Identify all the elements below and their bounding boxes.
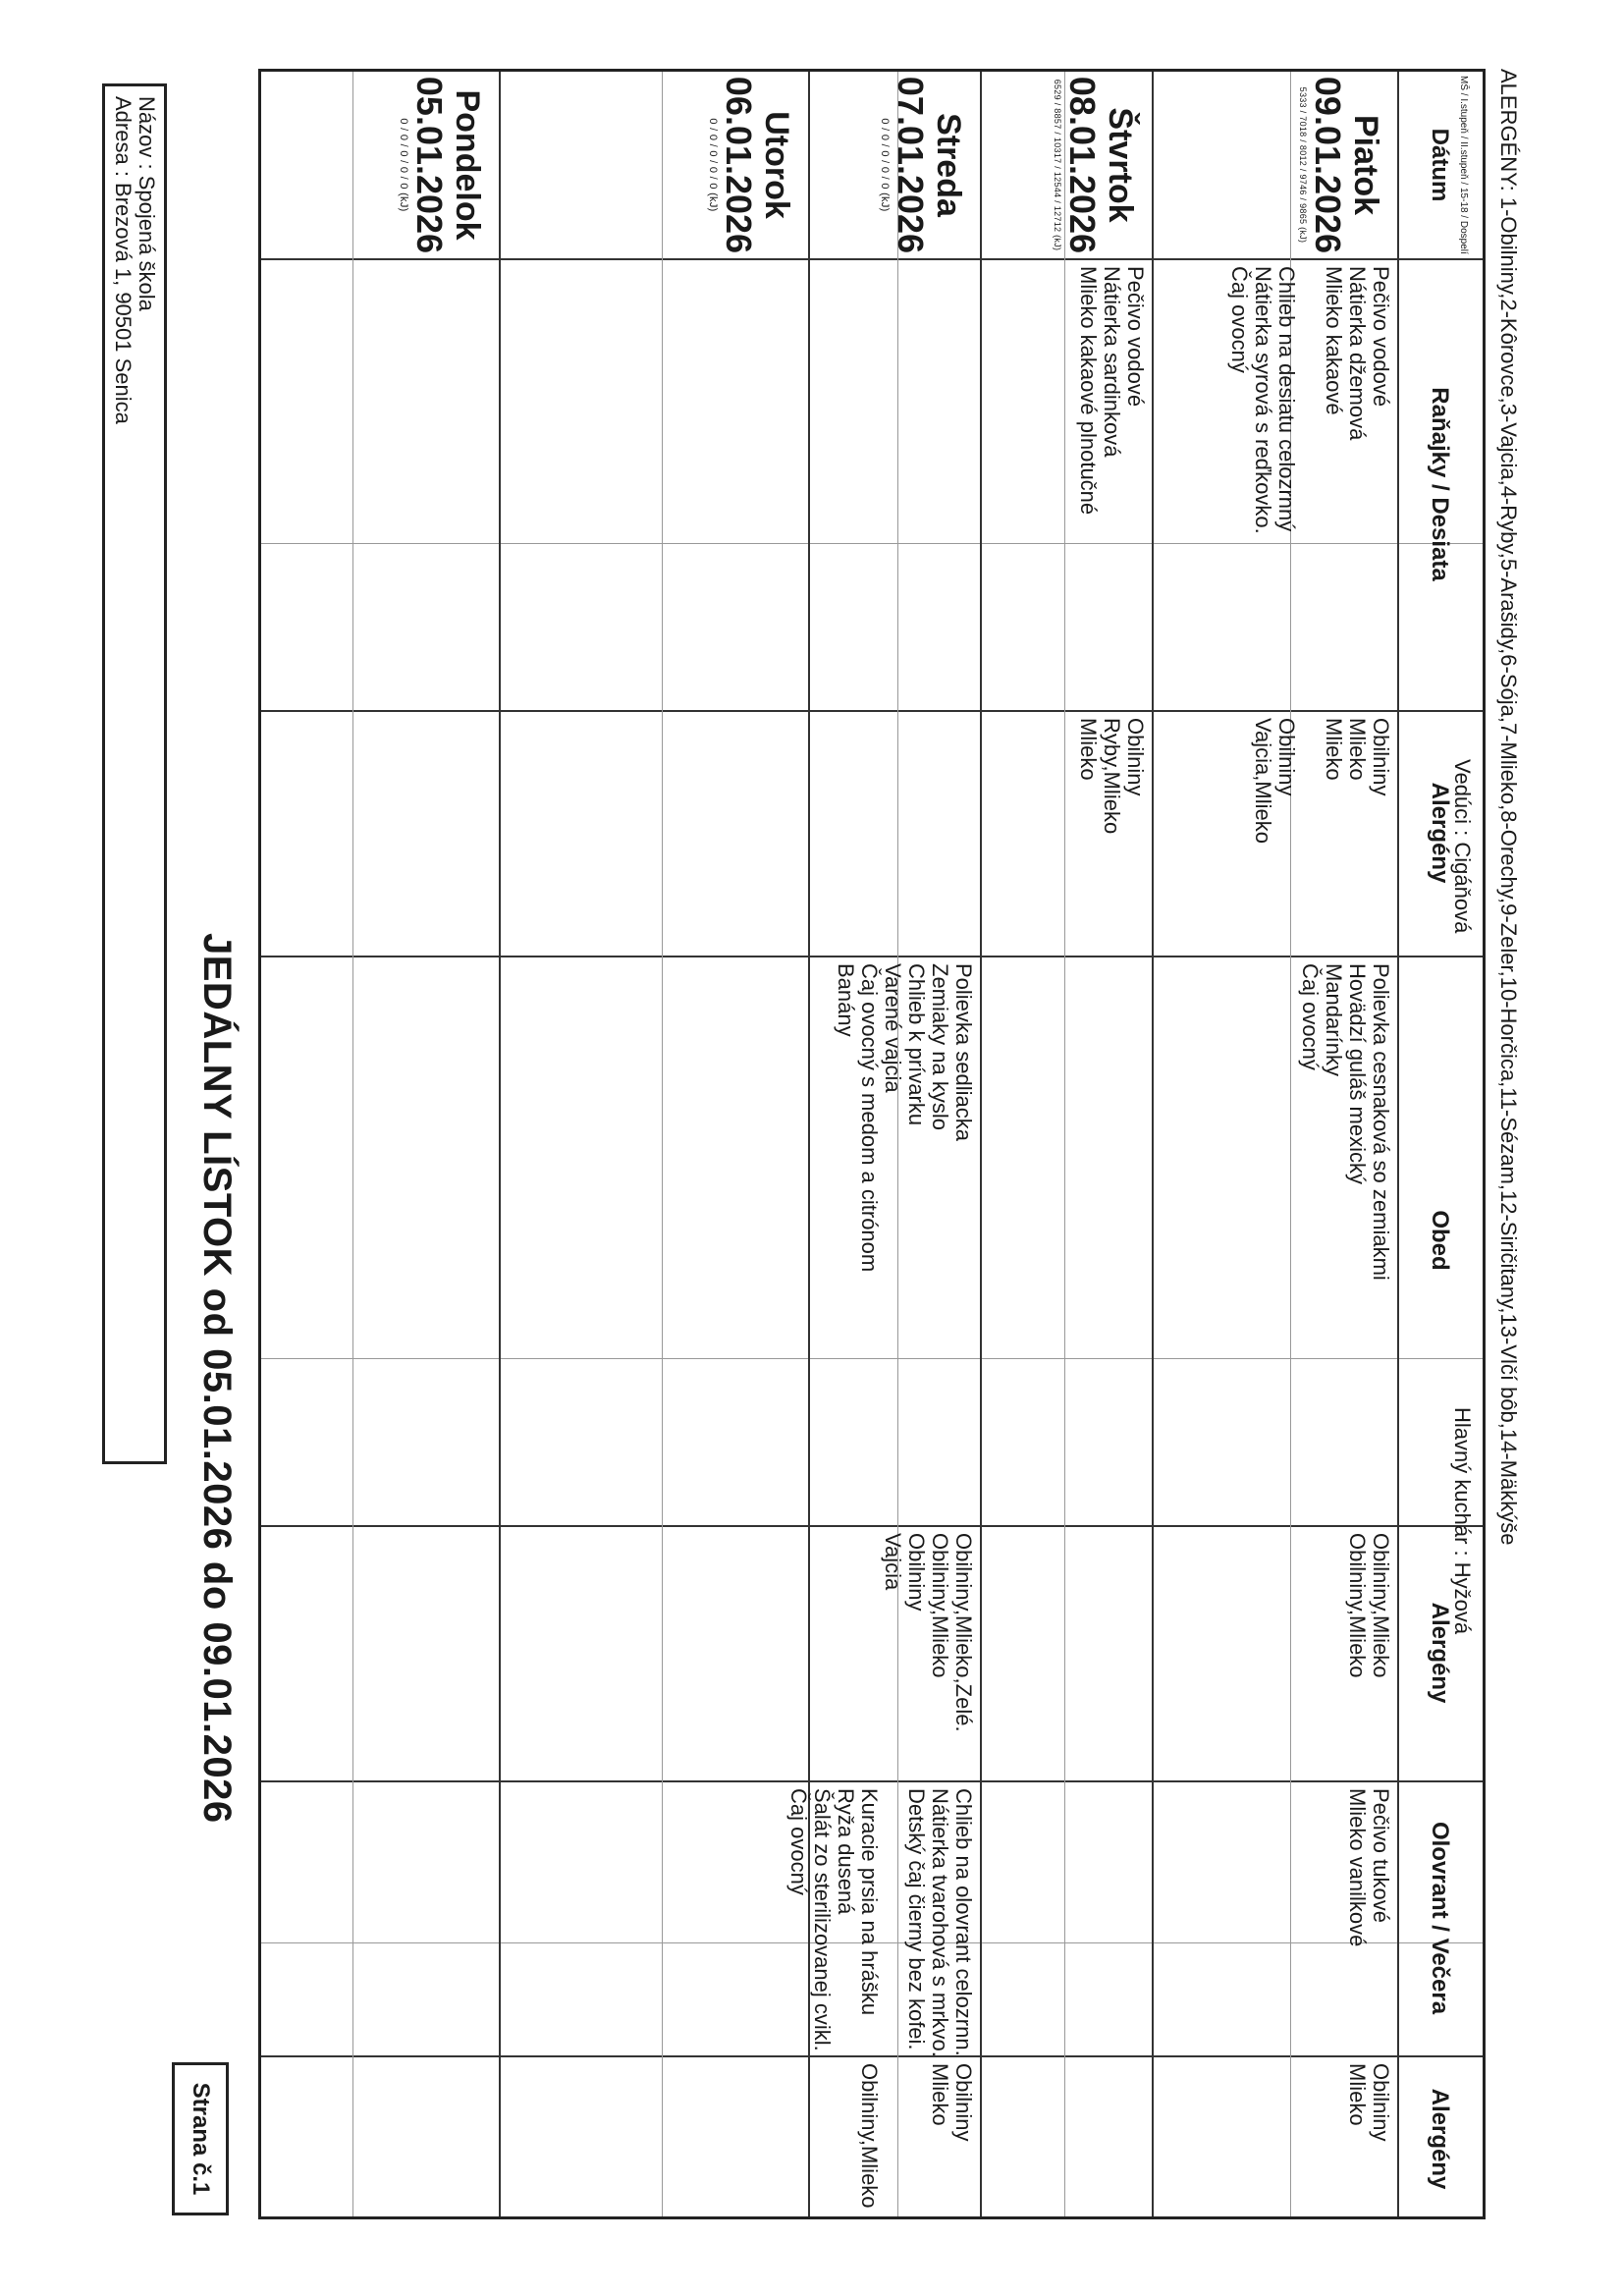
col-header-allergens-lunch: Alergény	[1427, 1602, 1453, 1704]
friday-breakfast	[1227, 266, 1392, 534]
friday-dinner	[1345, 1788, 1392, 1946]
day-energy: 0 / 0 / 0 / 0 / 0 (kJ)	[879, 118, 891, 212]
allergen-item: Ryby,Mlieko	[1100, 718, 1124, 835]
menu-item: Detský čaj čierny bez kofei.	[904, 1788, 929, 2050]
chef-signature: Hlavný kuchár : Hyžová	[1450, 1407, 1475, 1635]
allergen-item	[904, 2063, 928, 2209]
menu-item: Mlieko kakaové plnotučné	[1076, 266, 1101, 516]
menu-item: Chlieb k prívarku	[904, 963, 929, 1126]
menu-item: Chlieb na olovrant celozrnn.	[951, 1788, 976, 2056]
school-info-box	[102, 83, 167, 1464]
menu-item: Ryža dusená	[834, 1788, 858, 1915]
menu-item: Šalát zo sterilizovanej cvikl.	[810, 1788, 835, 2051]
allergen-item	[1298, 718, 1322, 844]
menu-item: Zemiaky na kyslo	[928, 963, 952, 1130]
menu-table	[258, 69, 1486, 2219]
school-name: Názov : Spojená škola	[135, 96, 159, 311]
menu-item: Banány	[834, 963, 858, 1037]
day-name: Streda	[930, 113, 967, 217]
allergen-item: Mlieko	[1345, 718, 1370, 781]
allergen-item: Mlieko	[1345, 2063, 1370, 2126]
allergen-item: Obilniny	[1123, 718, 1148, 796]
menu-item: Čaj ovocný	[1298, 963, 1323, 1070]
menu-item: Čaj ovocný	[786, 1788, 811, 1895]
wednesday-lunch	[834, 963, 975, 1272]
day-row-thursday	[1053, 72, 1139, 258]
menu-item	[1298, 266, 1322, 534]
wednesday-dinner	[786, 1788, 975, 2057]
day-row-wednesday	[879, 72, 967, 258]
page-title: JEDÁLNY LÍSTOK od 05.01.2026 do 09.01.2026	[195, 933, 239, 1824]
allergen-item: Mlieko	[1076, 718, 1101, 781]
menu-item: Hovädzí guláš mexický	[1345, 963, 1370, 1184]
wednesday-dinner-allergens	[857, 2063, 975, 2209]
allergen-item: Obilniny,Mlieko	[1369, 1533, 1393, 1678]
allergen-item: Obilniny,Mlieko	[928, 1533, 952, 1678]
menu-item: Kuracie prsia na hrášku	[857, 1788, 882, 2016]
allergen-item: Obilniny	[1369, 2063, 1393, 2142]
allergen-item: Obilniny	[904, 1533, 929, 1612]
menu-item	[881, 1788, 904, 2057]
allergen-item: Mlieko	[1322, 718, 1346, 781]
menu-item: Pečivo vodové	[1123, 266, 1148, 408]
col-header-breakfast: Raňajky / Desiata	[1427, 387, 1453, 581]
menu-item: Varené vajcia	[881, 963, 905, 1093]
day-date: 05.01.2026	[409, 76, 450, 254]
friday-lunch	[1298, 963, 1392, 1281]
allergen-item: Obilniny	[1274, 718, 1299, 796]
day-name: Štvrtok	[1102, 107, 1139, 223]
day-row-friday	[1298, 72, 1384, 258]
allergen-item: Obilniny,Mlieko,Zelé.	[951, 1533, 976, 1732]
allergen-item: Mlieko	[928, 2063, 952, 2126]
thursday-breakfast-allergens	[1076, 718, 1147, 834]
menu-item: Čaj ovocný	[1227, 266, 1252, 373]
day-name: Utorok	[758, 111, 795, 219]
page-number-label: Strana č.1	[188, 2082, 214, 2196]
page-number	[172, 2062, 229, 2215]
allergens-legend: ALERGÉNY: 1-Obilniny,2-Kôrovce,3-Vajcia,4-Ryby,5-Arašidy,6-Sója,7-Mlieko,8-Orechy,9-Zeler,10-Horčica,11-Sézam,12-Siričitany,13-Vlčí bôb,14-Mäkkýše	[1496, 69, 1521, 1546]
school-address: Adresa : Brezová 1, 90501 Senica	[111, 96, 135, 424]
allergen-item: Vajcia,Mlieko	[1251, 718, 1275, 844]
day-energy: 0 / 0 / 0 / 0 / 0 (kJ)	[707, 118, 719, 212]
day-energy: 6529 / 8857 / 10317 / 12544 / 12712 (kJ)	[1053, 79, 1062, 251]
menu-item: Chlieb na desiatu celozrnný	[1274, 266, 1299, 532]
day-date: 08.01.2026	[1062, 76, 1103, 254]
col-header-allergens-dinner: Alergény	[1427, 2088, 1453, 2190]
day-name: Piatok	[1347, 114, 1384, 216]
friday-lunch-allergens	[1345, 1533, 1392, 1678]
col-header-date: Dátum	[1427, 128, 1453, 202]
col-header-lunch: Obed	[1427, 1210, 1453, 1271]
day-date: 07.01.2026	[891, 76, 931, 254]
menu-item: Mandarínky	[1322, 963, 1346, 1076]
menu-item: Polievka cesnaková so zemiakmi	[1369, 963, 1393, 1281]
allergen-item: Obilniny	[951, 2063, 976, 2142]
day-date: 06.01.2026	[719, 76, 759, 254]
menu-item: Nátierka džemová	[1345, 266, 1370, 441]
manager-signature: Vedúci : Cigáňová	[1450, 759, 1475, 934]
allergen-item: Obilniny,Mlieko	[857, 2063, 882, 2209]
thursday-breakfast	[1076, 266, 1147, 515]
day-row-monday	[398, 72, 486, 258]
menu-item: Pečivo tukové	[1369, 1788, 1393, 1923]
menu-item: Mlieko kakaové	[1322, 266, 1346, 415]
friday-breakfast-allergens	[1251, 718, 1392, 844]
col-header-allergens-breakfast: Alergény	[1427, 782, 1453, 884]
menu-item: Pečivo vodové	[1369, 266, 1393, 408]
day-energy: 0 / 0 / 0 / 0 / 0 (kJ)	[398, 118, 409, 212]
day-energy: 5333 / 7018 / 8012 / 9746 / 9865 (kJ)	[1298, 86, 1308, 244]
day-row-tuesday	[707, 72, 795, 258]
menu-item: Čaj ovocný s medom a citrónom	[857, 963, 882, 1273]
allergen-item: Obilniny	[1369, 718, 1393, 796]
menu-item: Nátierka sardinková	[1100, 266, 1124, 458]
day-date: 09.01.2026	[1308, 76, 1348, 254]
menu-item: Mlieko vanilkové	[1345, 1788, 1370, 1947]
col-header-dinner: Olovrant / Večera	[1427, 1821, 1453, 2015]
friday-dinner-allergens	[1345, 2063, 1392, 2141]
allergen-item: Obilniny,Mlieko	[1345, 1533, 1370, 1678]
menu-item: Nátierka tvarohová s mrkvo.	[928, 1788, 952, 2057]
menu-item: Nátierka syrová s reďkovko.	[1251, 266, 1275, 534]
allergen-item: Vajcia	[881, 1533, 905, 1591]
menu-item: Polievka sedliacka	[951, 963, 976, 1141]
wednesday-lunch-allergens	[881, 1533, 975, 1732]
allergen-item	[881, 2063, 904, 2209]
audience-legend: MŠ / I.stupeň / II.stupeň / 15-18 / Dospelí	[1458, 76, 1469, 254]
day-name: Pondelok	[449, 89, 486, 241]
